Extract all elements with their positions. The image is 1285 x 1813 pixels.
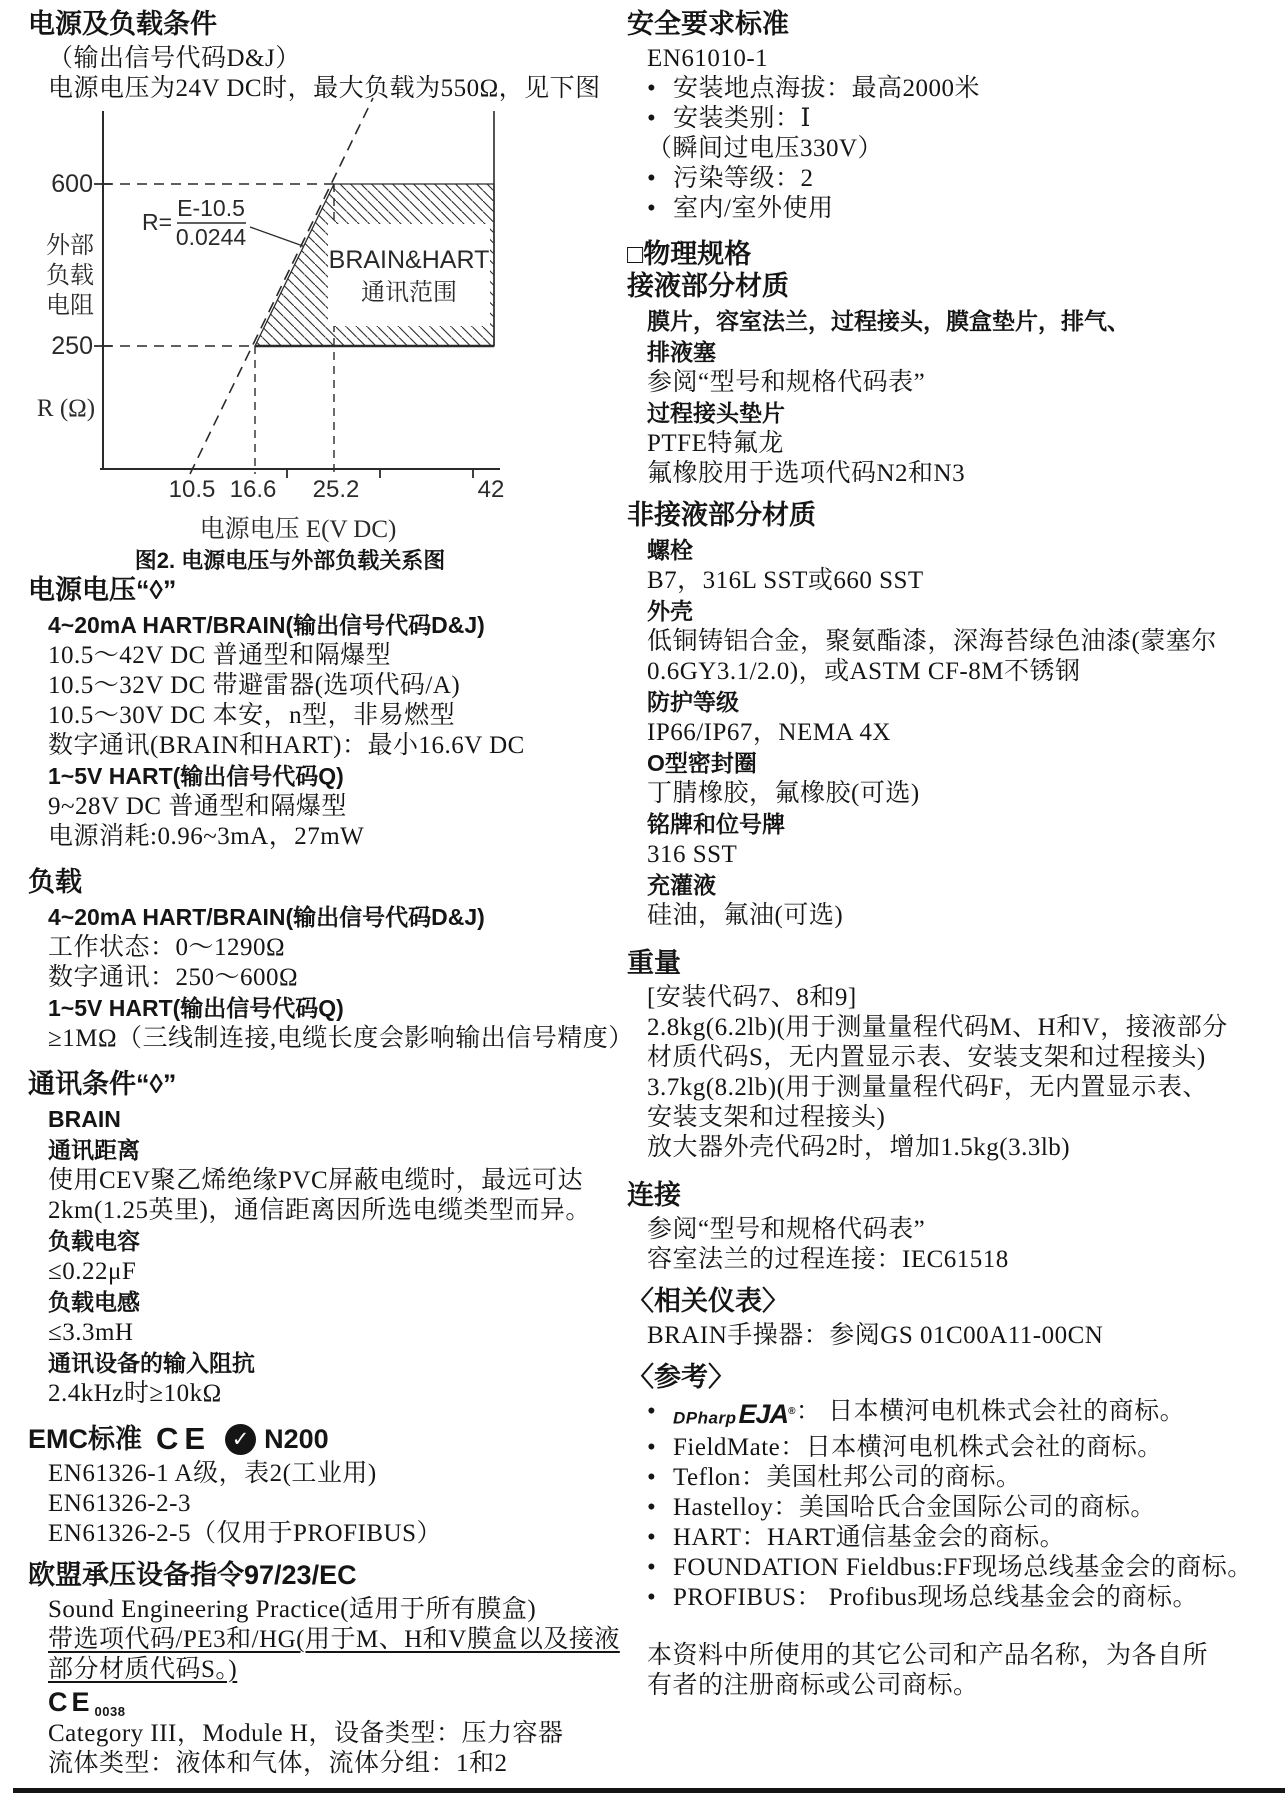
- section-heading-supply-voltage: 电源电压“◊”: [28, 575, 177, 605]
- spec-line: 低铜铸铝合金，聚氨酯漆，深海苔绿色油漆(蒙塞尔: [647, 628, 1217, 655]
- spec-line: （输出信号代码D&J）: [48, 45, 301, 72]
- bullet-icon: •: [647, 1494, 657, 1522]
- spec-line: 10.5～30V DC 本安，n型，非易燃型: [48, 702, 456, 729]
- figure2-chart-svg: [0, 96, 560, 574]
- spec-line: 3.7kg(8.2lb)(用于测量量程代码F，无内置显示表、: [647, 1074, 1208, 1101]
- spec-line: 10.5～42V DC 普通型和隔爆型: [48, 642, 392, 669]
- trademark-item: [627, 1397, 1277, 1433]
- spec-line: 安装支架和过程接头): [647, 1104, 886, 1131]
- y-axis-title-2: 负载: [46, 263, 94, 289]
- x-label-10-5: 10.5: [168, 476, 216, 503]
- emc-heading-text: EMC标准: [28, 1424, 142, 1454]
- trademark-text: PROFIBUS： Profibus现场总线基金会的商标。: [673, 1584, 1198, 1612]
- spec-line: BRAIN手操器：参阅GS 01C00A11-00CN: [647, 1322, 1104, 1349]
- n200-mark: N200: [264, 1424, 329, 1454]
- spec-subhead: 排液塞: [647, 339, 716, 365]
- spec-subhead: 充灌液: [647, 872, 716, 898]
- spec-subhead: 通讯距离: [48, 1137, 140, 1163]
- trademark-text: ： 日本横河电机株式会社的商标。: [795, 1398, 1186, 1425]
- trademark-text: FieldMate：日本横河电机株式会社的商标。: [673, 1434, 1163, 1462]
- section-heading-wetted-parts: 接液部分材质: [627, 271, 789, 301]
- section-heading-reference: 〈参考〉: [627, 1362, 735, 1392]
- formula-leader-line: [250, 227, 303, 246]
- trademark-item: [627, 1463, 1277, 1493]
- bullet-icon: •: [647, 1434, 657, 1462]
- trademark-text: FOUNDATION Fieldbus:FF现场总线基金会的商标。: [673, 1554, 1253, 1582]
- spec-line: Sound Engineering Practice(适用于所有膜盒): [48, 1596, 537, 1623]
- trademark-item: [627, 1523, 1277, 1553]
- spec-line: 电源消耗:0.96~3mA，27mW: [48, 823, 365, 850]
- y-label-600: 600: [51, 170, 93, 198]
- x-label-42: 42: [477, 476, 505, 503]
- y-label-250: 250: [51, 332, 93, 360]
- bullet-text: 污染等级：2: [673, 165, 814, 192]
- bullet-icon: •: [647, 1524, 657, 1552]
- bullet-text: 室内/室外使用: [673, 195, 834, 222]
- spec-line: 9~28V DC 普通型和隔爆型: [48, 793, 347, 820]
- bullet-item: [627, 164, 1277, 194]
- section-heading-power-load: 电源及负载条件: [28, 9, 217, 39]
- footer-note-line: 本资料中所使用的其它公司和产品名称，为各自所: [647, 1642, 1209, 1670]
- spec-subhead: 4~20mA HART/BRAIN(输出信号代码D&J): [48, 904, 485, 930]
- section-heading-physical-specs: □物理规格: [627, 239, 752, 269]
- region-label-line2: 通讯范围: [361, 280, 457, 306]
- bullet-icon: •: [647, 75, 657, 102]
- spec-subhead: 螺栓: [647, 537, 693, 563]
- bullet-text: 安装地点海拔：最高2000米: [673, 75, 981, 102]
- figure2-supply-voltage-load-chart: [0, 96, 560, 573]
- spec-subhead: 铭牌和位号牌: [647, 811, 785, 837]
- trademark-item: [627, 1583, 1277, 1613]
- section-heading-ped: 欧盟承压设备指令97/23/EC: [28, 1560, 357, 1590]
- y-axis-title-1: 外部: [46, 233, 94, 259]
- ce-0038-mark: [28, 1685, 620, 1719]
- spec-line: 使用CEV聚乙烯绝缘PVC屏蔽电缆时，最远可达: [48, 1167, 584, 1194]
- spec-subhead: 通讯设备的输入阻抗: [48, 1350, 255, 1376]
- ce-mark-icon: CE: [156, 1421, 212, 1456]
- spec-line: [安装代码7、8和9]: [647, 984, 857, 1011]
- spec-subhead: 负载电容: [48, 1228, 140, 1254]
- trademark-item: [627, 1493, 1277, 1523]
- trademark-text: HART：HART通信基金会的商标。: [673, 1524, 1066, 1552]
- spec-line: ≤3.3mH: [48, 1319, 134, 1346]
- spec-line: 316 SST: [647, 841, 738, 868]
- bullet-text: 安装类别：Ⅰ: [673, 105, 811, 132]
- section-heading-weight: 重量: [627, 948, 681, 978]
- footer-note-line: 有者的注册商标或公司商标。: [647, 1672, 979, 1700]
- spec-subhead: 防护等级: [647, 689, 739, 715]
- spec-line: 10.5～32V DC 带避雷器(选项代码/A): [48, 672, 461, 699]
- page-bottom-rule: [13, 1788, 1285, 1793]
- spec-line: 参阅“型号和规格代码表”: [647, 1216, 926, 1243]
- spec-line: ≥1MΩ（三线制连接,电缆长度会影响输出信号精度）: [48, 1025, 634, 1052]
- spec-subhead: 4~20mA HART/BRAIN(输出信号代码D&J): [48, 612, 485, 638]
- spec-line: 参阅“型号和规格代码表”: [647, 369, 926, 396]
- section-heading-nonwetted-parts: 非接液部分材质: [627, 500, 816, 530]
- y-axis-unit: R (Ω): [36, 395, 96, 422]
- section-heading-safety: 安全要求标准: [627, 9, 789, 39]
- figure-caption: 图2. 电源电压与外部负载关系图: [134, 548, 446, 573]
- spec-line: 0.6GY3.1/2.0)，或ASTM CF-8M不锈钢: [647, 658, 1081, 685]
- spec-line: B7，316L SST或660 SST: [647, 567, 924, 594]
- bullet-icon: •: [647, 195, 657, 222]
- bullet-icon: •: [647, 1584, 657, 1612]
- dpharp-logo-text: DPharp: [673, 1408, 737, 1428]
- spec-line: 硅油，氟油(可选): [647, 902, 844, 929]
- left-column: [28, 0, 634, 1779]
- spec-line: 工作状态：0～1290Ω: [48, 934, 286, 961]
- bullet-icon: •: [647, 105, 657, 132]
- spec-subhead: O型密封圈: [647, 750, 757, 776]
- spec-line: 电源电压为24V DC时，最大负载为550Ω，见下图: [48, 75, 601, 102]
- x-label-25-2: 25.2: [312, 476, 360, 503]
- trademark-item: [627, 1553, 1277, 1583]
- spec-line: Category III，Module H，设备类型：压力容器: [48, 1720, 564, 1747]
- spec-line: 2.4kHz时≥10kΩ: [48, 1380, 222, 1407]
- spec-line: EN61326-2-3: [48, 1490, 191, 1517]
- spec-subhead: 1~5V HART(输出信号代码Q): [48, 995, 344, 1021]
- spec-line-underlined: 部分材质代码S。): [48, 1656, 238, 1683]
- section-heading-related-instruments: 〈相关仪表〉: [627, 1286, 789, 1316]
- spec-line: IP66/IP67，NEMA 4X: [647, 719, 891, 746]
- y-axis-title-3: 电阻: [46, 293, 94, 319]
- bullet-item: [627, 74, 1277, 104]
- section-heading-connection: 连接: [627, 1180, 681, 1210]
- spec-subhead: 膜片，容室法兰，过程接头，膜盒垫片，排气、: [647, 308, 1130, 334]
- x-label-16-6: 16.6: [229, 476, 277, 503]
- spec-line-underlined: 带选项代码/PE3和/HG(用于M、H和V膜盒以及接液: [48, 1626, 620, 1653]
- spec-line: 放大器外壳代码2时，增加1.5kg(3.3lb): [647, 1134, 1071, 1161]
- spec-line: 数字通讯(BRAIN和HART)：最小16.6V DC: [48, 732, 525, 759]
- spec-line: 数字通讯：250～600Ω: [48, 964, 299, 991]
- spec-line: 容室法兰的过程连接：IEC61518: [647, 1246, 1009, 1273]
- spec-subhead: 外壳: [647, 598, 693, 624]
- right-column: [627, 0, 1277, 1701]
- bullet-item: [627, 194, 1277, 224]
- trademark-item: [627, 1433, 1277, 1463]
- bullet-icon: •: [647, 1554, 657, 1582]
- bullet-item: [627, 104, 1277, 134]
- c-tick-icon: ✓: [225, 1424, 256, 1455]
- spec-subhead: 1~5V HART(输出信号代码Q): [48, 763, 344, 789]
- bullet-icon: •: [647, 1398, 657, 1425]
- eja-logo-text: EJA: [738, 1399, 788, 1430]
- spec-subhead: BRAIN: [48, 1106, 121, 1132]
- formula-numerator: E-10.5: [177, 195, 245, 221]
- section-heading-communication: 通讯条件“◊”: [28, 1069, 177, 1099]
- spec-line: ≤0.22μF: [48, 1258, 137, 1285]
- spec-line: 流体类型：液体和气体，流体分组：1和2: [48, 1750, 508, 1777]
- region-label-line1: BRAIN&HART: [328, 246, 490, 274]
- spec-line: 2.8kg(6.2lb)(用于测量量程代码M、H和V，接液部分: [647, 1014, 1228, 1041]
- formula-lhs: R=: [141, 209, 172, 235]
- spec-line: EN61326-2-5（仅用于PROFIBUS）: [48, 1520, 442, 1547]
- bullet-icon: •: [647, 165, 657, 192]
- spec-line: 2km(1.25英里)，通信距离因所选电缆类型而异。: [48, 1197, 591, 1224]
- registered-mark-icon: ®: [788, 1406, 796, 1417]
- spec-line: 氟橡胶用于选项代码N2和N3: [647, 460, 966, 487]
- section-heading-emc: [28, 1423, 620, 1455]
- bullet-icon: •: [647, 1464, 657, 1492]
- spec-line: （瞬间过电压330V）: [647, 135, 884, 162]
- spec-line: EN61010-1: [647, 45, 769, 72]
- trademark-text: Hastelloy：美国哈氏合金国际公司的商标。: [673, 1494, 1156, 1522]
- spec-line: EN61326-1 A级，表2(工业用): [48, 1460, 377, 1487]
- region-label-box: [328, 224, 490, 326]
- ce-notified-body-number: 0038: [94, 1704, 126, 1719]
- spec-subhead: 过程接头垫片: [647, 400, 785, 426]
- trademark-text: Teflon：美国杜邦公司的商标。: [673, 1464, 1022, 1492]
- spec-line: 丁腈橡胶，氟橡胶(可选): [647, 780, 920, 807]
- dpharp-eja-logo: [673, 1397, 796, 1433]
- formula-denominator: 0.0244: [175, 224, 247, 250]
- x-axis-title: 电源电压 E(V DC): [199, 516, 397, 543]
- ce-mark-icon: CE: [48, 1687, 94, 1717]
- spec-line: PTFE特氟龙: [647, 430, 784, 457]
- spec-subhead: 负载电感: [48, 1289, 140, 1315]
- spec-line: 材质代码S，无内置显示表、安装支架和过程接头): [647, 1044, 1206, 1071]
- section-heading-load: 负载: [28, 867, 82, 897]
